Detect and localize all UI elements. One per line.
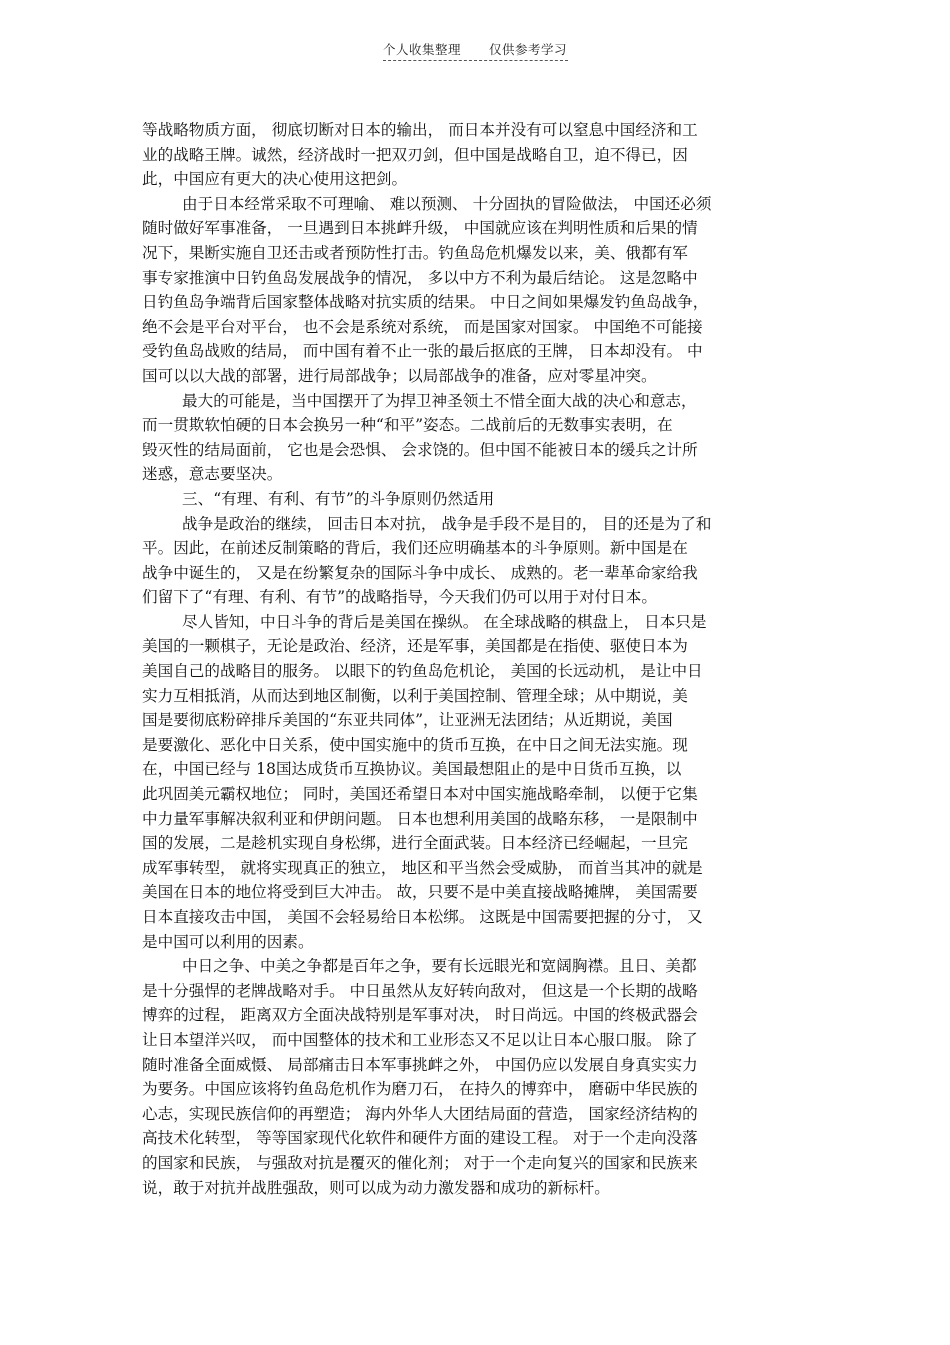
text-line: 博弈的过程， 距离双方全面决战特别是军事对决， 时日尚远。中国的终极武器会 xyxy=(142,1006,698,1025)
document-body xyxy=(142,118,812,1200)
text-line: 由于日本经常采取不可理喻、 难以预测、 十分固执的冒险做法， 中国还必须 xyxy=(182,194,712,213)
text-line: 美国在日本的地位将受到巨大冲击。 故，只要不是中美直接战略摊牌， 美国需要 xyxy=(142,883,698,902)
text-line: 在，中国已经与 18国达成货币互换协议。美国最想阻止的是中日货币互换，以 xyxy=(142,760,682,779)
text-line: 美国的一颗棋子，无论是政治、经济，还是军事，美国都是在指使、驱使日本为 xyxy=(142,637,688,656)
text-line: 美国自己的战略目的服务。 以眼下的钓鱼岛危机论， 美国的长远动机， 是让中日 xyxy=(142,662,703,681)
text-line: 随时做好军事准备， 一旦遇到日本挑衅升级， 中国就应该在判明性质和后果的情 xyxy=(142,219,698,238)
text-line: 日本直接攻击中国， 美国不会轻易给日本松绑。 这既是中国需要把握的分寸， 又 xyxy=(142,908,703,926)
text-line: 等战略物质方面， 彻底切断对日本的输出， 而日本并没有可以窒息中国经济和工 xyxy=(142,121,698,139)
text-line: 尽人皆知，中日斗争的背后是美国在操纵。 在全球战略的棋盘上， 日本只是 xyxy=(182,612,707,631)
text-line: 战争中诞生的， 又是在纷繁复杂的国际斗争中成长、 成熟的。老一辈革命家给我 xyxy=(142,563,698,582)
text-line: 成军事转型， 就将实现真正的独立， 地区和平当然会受威胁， 而首当其冲的就是 xyxy=(142,858,703,877)
text-line: 是要激化、恶化中日关系，使中国实施中的货币互换，在中日之间无法实施。现 xyxy=(142,735,688,754)
header-right-text: 仅供参考学习 xyxy=(489,42,568,57)
text-line: 是中国可以利用的因素。 xyxy=(142,932,314,951)
text-line: 实力互相抵消，从而达到地区制衡，以利于美国控制、管理全球；从中期说，美 xyxy=(142,686,688,705)
text-line: 而一贯欺软怕硬的日本会换另一种“和平”姿态。二战前后的无数事实表明，在 xyxy=(142,416,673,435)
text-line: 日钓鱼岛争端背后国家整体战略对抗实质的结果。 中日之间如果爆发钓鱼岛战争， xyxy=(142,293,709,312)
text-line: 国是要彻底粉碎排斥美国的“东亚共同体”，让亚洲无法团结；从近期说，美国 xyxy=(142,711,673,730)
text-line: 平。因此，在前述反制策略的背后，我们还应明确基本的斗争原则。新中国是在 xyxy=(142,539,688,558)
text-line: 况下，果断实施自卫还击或者预防性打击。钓鱼岛危机爆发以来，美、俄都有军 xyxy=(142,243,688,262)
text-line: 说，敢于对抗并战胜强敌，则可以成为动力激发器和成功的新标杆。 xyxy=(142,1178,610,1197)
text-line: 绝不会是平台对平台， 也不会是系统对系统， 而是国家对国家。 中国绝不可能接 xyxy=(142,317,703,336)
text-line: 最大的可能是，当中国摆开了为捍卫神圣领土不惜全面大战的决心和意志， xyxy=(182,391,697,410)
text-line: 业的战略王牌。诚然，经济战时一把双刃剑，但中国是战略自卫，迫不得已，因 xyxy=(142,145,688,164)
text-line: 高技术化转型， 等等国家现代化软件和硬件方面的建设工程。 对于一个走向没落 xyxy=(142,1129,698,1148)
text-line: 中力量军事解决叙利亚和伊朗问题。 日本也想利用美国的战略东移， 一是限制中 xyxy=(142,809,698,828)
header-left-text: 个人收集整理 xyxy=(382,42,461,57)
text-line: 国的发展，二是趁机实现自身松绑，进行全面武装。日本经济已经崛起，一旦完 xyxy=(142,834,688,853)
text-line: 心志，实现民族信仰的再塑造； 海内外华人大团结局面的营造， 国家经济结构的 xyxy=(142,1104,698,1123)
text-line: 毁灭性的结局面前， 它也是会恐惧、 会求饶的。但中国不能被日本的缓兵之计所 xyxy=(142,440,698,459)
text-line: 三、“有理、有利、有节”的斗争原则仍然适用 xyxy=(182,489,495,508)
text-line: 们留下了“有理、有利、有节”的战略指导，今天我们仍可以用于对付日本。 xyxy=(142,588,657,607)
text-line: 战争是政治的继续， 回击日本对抗， 战争是手段不是目的， 目的还是为了和 xyxy=(182,514,712,533)
text-line: 随时准备全面威慑、 局部痛击日本军事挑衅之外， 中国仍应以发展自身真实实力 xyxy=(142,1055,698,1074)
text-line: 此巩固美元霸权地位； 同时，美国还希望日本对中国实施战略牵制， 以便于它集 xyxy=(142,785,698,804)
text-line: 让日本望洋兴叹， 而中国整体的技术和工业形态又不足以让日本心服口服。 除了 xyxy=(142,1030,698,1049)
text-line: 中日之争、中美之争都是百年之争，要有长远眼光和宽阔胸襟。且日、美都 xyxy=(182,957,697,976)
text-line: 事专家推演中日钓鱼岛发展战争的情况， 多以中方不利为最后结论。 这是忽略中 xyxy=(142,268,698,287)
text-line: 是十分强悍的老牌战略对手。 中日虽然从友好转向敌对， 但这是一个长期的战略 xyxy=(142,981,698,1000)
text-line: 的国家和民族， 与强敌对抗是覆灭的催化剂； 对于一个走向复兴的国家和民族来 xyxy=(142,1153,698,1172)
text-line: 此，中国应有更大的决心使用这把剑。 xyxy=(142,170,408,189)
header-rule xyxy=(383,60,568,61)
text-line: 迷惑，意志要坚决。 xyxy=(142,465,283,484)
text-line: 受钓鱼岛战败的结局， 而中国有着不止一张的最后抠底的王牌， 日本却没有。 中 xyxy=(142,342,703,361)
text-line: 为要务。中国应该将钓鱼岛危机作为磨刀石， 在持久的博弈中， 磨砺中华民族的 xyxy=(142,1080,698,1099)
page-header xyxy=(0,40,950,58)
text-line: 国可以以大战的部署，进行局部战争；以局部战争的准备，应对零星冲突。 xyxy=(142,366,657,385)
